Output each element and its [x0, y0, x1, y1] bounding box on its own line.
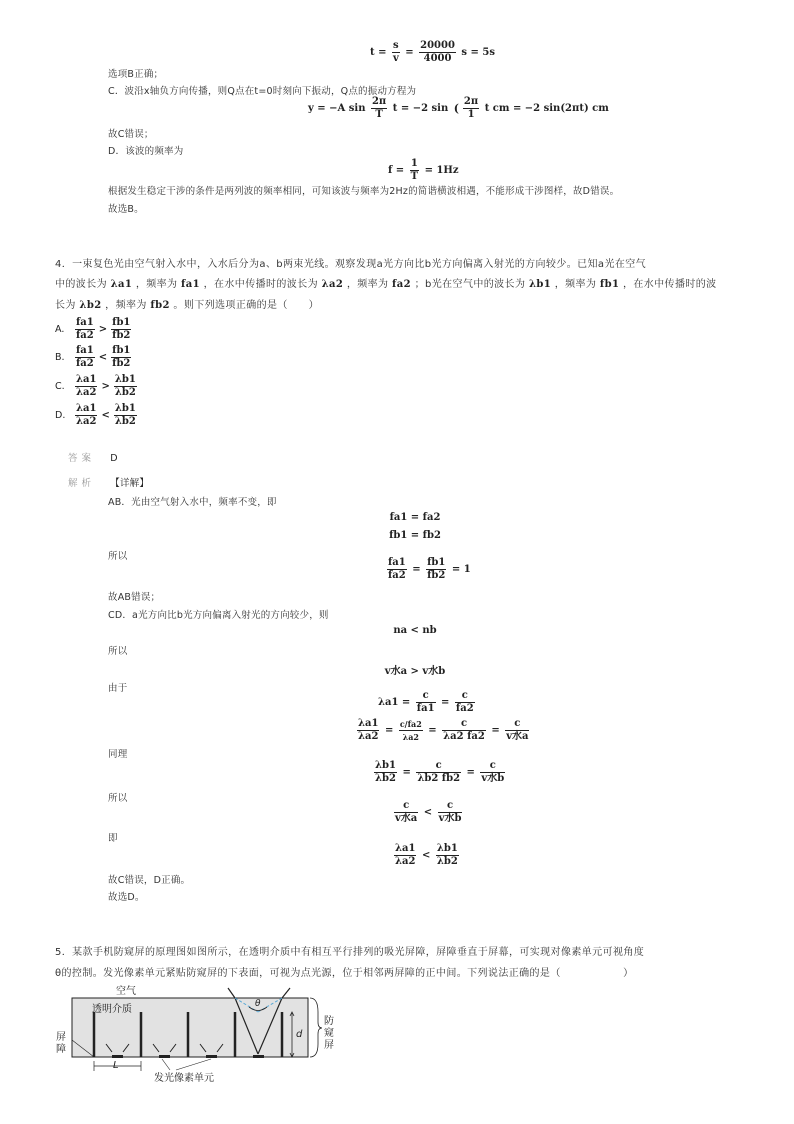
label-screen-2: 窥: [324, 1028, 334, 1039]
option-b[interactable]: [55, 345, 133, 370]
privacy-screen-figure: [50, 982, 340, 1082]
label-theta: θ: [255, 999, 261, 1009]
option-key: B.: [55, 352, 65, 363]
ab-wrong: 故AB错误；: [108, 592, 161, 603]
option-operator: <: [101, 410, 110, 421]
eq-v: v水a > v水b: [384, 666, 446, 677]
option-d-reason: 根据发生稳定干涉的条件是两列波的频率相同，可知该波与频率为2Hz的简谐横波相遇，不能形成干涉图样，故D错误。: [108, 186, 620, 197]
option-right-fraction: $\frac{fb1}{fb2}$: [112, 345, 131, 369]
q4-line3: 长为 λb2 ，频率为 fb2 。则下列选项正确的是（ ）: [55, 300, 320, 311]
label-pixel: 发光像素单元: [154, 1073, 214, 1084]
answer-row: 答案 D: [68, 453, 118, 464]
option-d-text: D．该波的频率为: [108, 146, 184, 157]
ab-text: AB．光由空气射入水中，频率不变，即: [108, 497, 277, 508]
option-left-fraction: $\frac{fa1}{fa2}$: [76, 317, 94, 341]
label-L: L: [113, 1060, 119, 1071]
option-left-fraction: $\frac{fa1}{fa2}$: [76, 345, 94, 369]
because: 由于: [108, 683, 128, 694]
so-3: 所以: [108, 793, 128, 804]
label-barrier-2: 障: [56, 1044, 66, 1055]
eq-cv: c v水a < c v水b: [395, 800, 462, 824]
eq-ratio: $\frac{fa1}{fa2}$ = $\frac{fb1}{fb2}$ = 1: [388, 557, 471, 581]
option-operator: <: [98, 352, 108, 363]
eq-b-ratio: $\frac{\lambda b1}{\lambda b2}$ = $\frac{c}{\lambda b2 fb2}$ = c v水b: [375, 760, 505, 784]
option-operator: >: [101, 381, 110, 392]
option-right-fraction: $\frac{fb1}{fb2}$: [112, 317, 131, 341]
option-c-wrong: 故C错误；: [108, 129, 154, 140]
label-d: d: [296, 1029, 303, 1040]
eq-final: $\frac{\lambda a1}{\lambda a2}$ < $\frac{\lambda b1}{\lambda b2}$: [395, 843, 458, 867]
option-c-text: C．波沿x轴负方向传播，则Q点在t=0时刻向下振动，Q点的振动方程为: [108, 86, 417, 97]
option-b-correct: 选项B正确；: [108, 69, 164, 80]
so-1: 所以: [108, 551, 128, 562]
label-barrier-1: 屏: [56, 1032, 66, 1043]
screen-brace: [310, 998, 322, 1057]
eq-fa: fa1 = fa2: [389, 512, 441, 523]
option-d[interactable]: [55, 403, 139, 428]
option-a[interactable]: [55, 317, 133, 342]
exit-ray-left: [228, 988, 235, 998]
that-is: 即: [108, 833, 118, 844]
option-left-fraction: $\frac{\lambda a1}{\lambda a2}$: [76, 403, 97, 427]
option-right-fraction: $\frac{\lambda b1}{\lambda b2}$: [114, 374, 136, 398]
pixel-unit: [206, 1055, 217, 1058]
option-key: D.: [55, 410, 66, 421]
option-c[interactable]: [55, 374, 139, 399]
label-screen-1: 防: [324, 1016, 334, 1027]
q4-line2: 中的波长为 λa1 ，频率为 fa1 ，在水中传播时的波长为 λa2 ，频率为 fa2 ；b光在空气中的波长为 λb1 ，频率为 fb1 ，在水中传播时的波: [55, 279, 717, 290]
exit-ray-right: [282, 988, 290, 998]
pixel-unit: [112, 1055, 123, 1058]
so-2: 所以: [108, 646, 128, 657]
pixel-unit: [253, 1055, 264, 1058]
eq-lambda-ratio: $\frac{\lambda a1}{\lambda a2}$ = $\frac{c/fa2}{\lambda a2}$ = $\frac{c}{\lambda a2 fa2}$ = c v水a: [358, 718, 529, 742]
option-key: C.: [55, 381, 65, 392]
pixel-unit: [159, 1055, 170, 1058]
option-operator: >: [98, 324, 108, 335]
eq-n: na < nb: [393, 625, 437, 636]
choose-b: 故选B。: [108, 204, 144, 215]
same: 同理: [108, 749, 128, 760]
eq-fb: fb1 = fb2: [389, 530, 441, 541]
q5-line2: θ的控制。发光像素单元紧贴防窥屏的下表面，可视为点光源，位于相邻两屏障的正中间。下列说法正确的是（ ）: [55, 968, 634, 979]
choose-d: 故选D。: [108, 892, 145, 903]
equation-y: y = −A sin $\frac{2\pi}{T}$ t = −2 sin ( $\frac{2\pi}{1}$ t cm = −2 sin(2πt) cm: [308, 96, 609, 120]
label-screen-3: 屏: [324, 1040, 334, 1051]
label-air: 空气: [116, 986, 136, 997]
equation-f: f = $\frac{1}{T}$ = 1Hz: [388, 158, 459, 182]
q5-line1: 5．某款手机防窥屏的原理图如图所示，在透明介质中有相互平行排列的吸光屏障，屏障垂直于屏幕，可实现对像素单元可视角度: [55, 947, 645, 958]
option-left-fraction: $\frac{\lambda a1}{\lambda a2}$: [76, 374, 97, 398]
c-wrong-d-right: 故C错误，D正确。: [108, 875, 191, 886]
equation-t: t = $\frac{s}{v}$ = $\frac{20000}{4000}$ s = 5s: [370, 40, 495, 64]
cd-text: CD．a光方向比b光方向偏离入射光的方向较少，则: [108, 610, 329, 621]
analysis-row: 解析 【详解】: [68, 478, 150, 489]
label-medium: 透明介质: [92, 1004, 132, 1015]
option-right-fraction: $\frac{\lambda b1}{\lambda b2}$: [114, 403, 136, 427]
q4-line1: 4．一束复色光由空气射入水中，入水后分为a、b两束光线。观察发现a光方向比b光方向偏离入射光的方向较少。已知a光在空气: [55, 259, 647, 270]
eq-lambda: λa1 = $\frac{c}{fa1}$ = $\frac{c}{fa2}$: [378, 690, 474, 714]
option-key: A.: [55, 324, 65, 335]
